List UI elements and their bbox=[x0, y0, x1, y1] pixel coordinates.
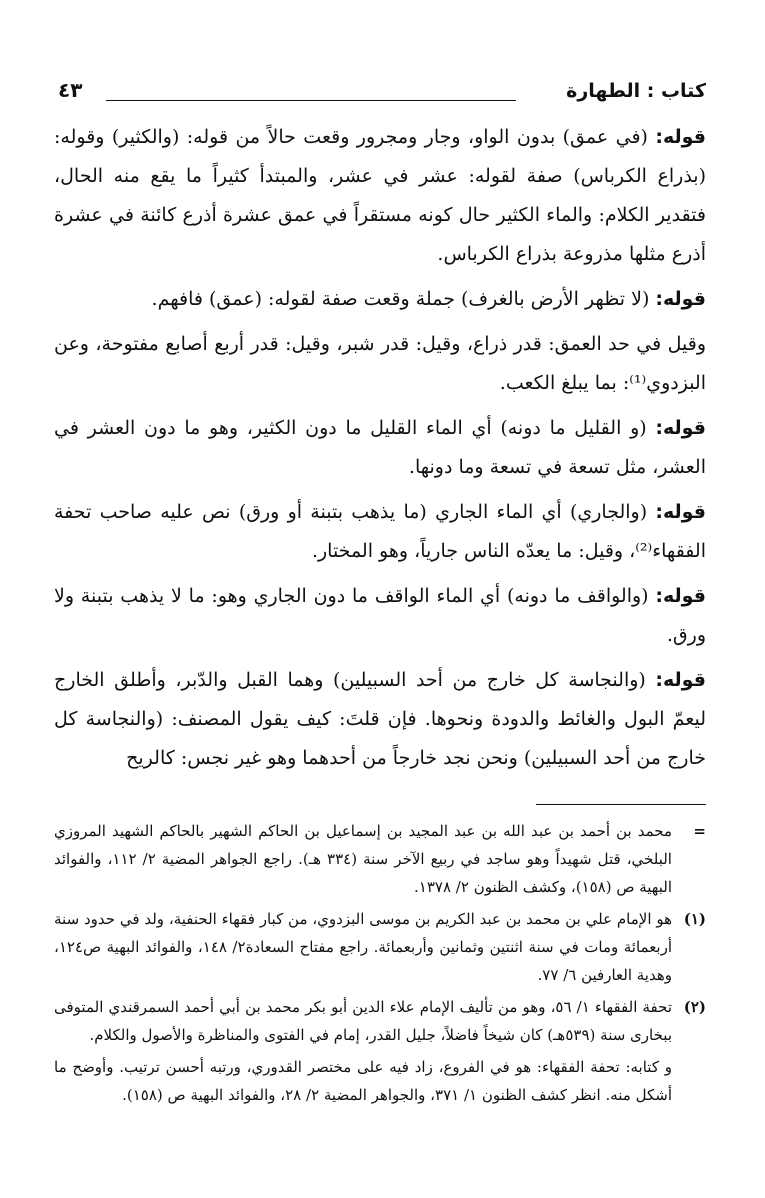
footnote-mark bbox=[672, 1053, 706, 1109]
paragraph bbox=[54, 325, 706, 403]
paragraph-text: (والجاري) أي الماء الجاري (ما يذهب بتبنة أو ورق) نص عليه صاحب تحفة الفقهاء⁽²⁾، وقيل: ما يعدّه الناس جارياً، وهو المختار. bbox=[54, 501, 706, 562]
footnote-mark: (١) bbox=[683, 910, 706, 928]
footnote-text: محمد بن أحمد بن عبد الله بن عبد المجيد بن إسماعيل بن الحاكم الشهير بالحاكم الشهيد المروزي البلخي، قتل شهيداً وهو ساجد في ربيع الآخر سنة (٣٣٤ هـ). راجع الجواهر المضية ٢/ ١١٢، والفوائد البهية ص (١٥٨)، وكشف الظنون ٢/ ١٣٧٨. bbox=[54, 822, 672, 896]
footnote-text: هو الإمام علي بن محمد بن عبد الكريم بن موسى البزدوي، من كبار فقهاء الحنفية، ولد في حدود سنة أربعمائة ومات في سنة اثنتين وثمانين وأربعمائة. راجع مفتاح السعادة٢/ ١٤٨، والفوائد البهية ص١٢٤، وهدية العارفين ٦/ ٧٧. bbox=[54, 910, 673, 984]
paragraph bbox=[54, 577, 706, 655]
paragraph bbox=[54, 118, 706, 274]
footnotes bbox=[54, 817, 706, 1109]
running-header bbox=[54, 74, 706, 108]
paragraph-text: (لا تظهر الأرض بالغرف) جملة وقعت صفة لقوله: (عمق) فافهم. bbox=[151, 288, 656, 310]
paragraph-lead: قوله: bbox=[655, 669, 706, 691]
paragraph bbox=[54, 280, 706, 319]
paragraph-text: (و القليل ما دونه) أي الماء القليل ما دون الكثير، وهو ما دون العشر في العشر، مثل تسعة في تسعة وما دونها. bbox=[54, 417, 706, 478]
paragraph-text: وقيل في حد العمق: قدر ذراع، وقيل: قدر شبر، وقيل: قدر أربع أصابع مفتوحة، وعن البزدوي⁽¹⁾: بما يبلغ الكعب. bbox=[54, 333, 706, 394]
paragraph-lead: قوله: bbox=[655, 288, 706, 310]
paragraph-text: (والنجاسة كل خارج من أحد السبيلين) وهما القبل والدّبر، وأطلق الخارج ليعمّ البول والغائط والدودة ونحوها. فإن قلتَ: كيف يقول المصنف: (والنجاسة كل خارج من أحد السبيلين) ونحن نجد خارجاً من أحدهما وهو غير نجس: كالريح bbox=[54, 669, 706, 769]
footnote-text: و كتابه: تحفة الفقهاء: هو في الفروع، زاد فيه على مختصر القدوري، ورتبه أحسن ترتيب. وأوضح ما أشكل منه. انظر كشف الظنون ١/ ٣٧١، والجواهر المضية ٢/ ٢٨، والفوائد البهية ص (١٥٨). bbox=[54, 1058, 672, 1104]
footnote bbox=[54, 905, 706, 989]
footnote bbox=[54, 817, 706, 901]
footnote bbox=[54, 993, 706, 1049]
page-number: ٤٣ bbox=[58, 78, 83, 102]
paragraph bbox=[54, 409, 706, 487]
main-text bbox=[54, 118, 706, 778]
footnote-separator bbox=[536, 804, 706, 805]
footnote-mark: (٢) bbox=[683, 998, 706, 1016]
paragraph-lead: قوله: bbox=[655, 501, 706, 523]
paragraph-lead: قوله: bbox=[655, 126, 706, 148]
book-page bbox=[54, 74, 706, 1134]
footnote-mark: = bbox=[693, 822, 706, 840]
paragraph-text: (والواقف ما دونه) أي الماء الواقف ما دون الجاري وهو: ما لا يذهب بتبنة ولا ورق. bbox=[54, 585, 706, 646]
paragraph-text: (في عمق) بدون الواو، وجار ومجرور وقعت حالاً من قوله: (والكثير) وقوله: (بذراع الكرباس) صفة لقوله: عشر في عشر، والمبتدأ كثيراً ما يقع منه الحال، فتقدير الكلام: والماء الكثير حال كونه مستقراً في عمق عشرة أذرع كائنة في عشرة أذرع مثلها مذروعة بذراع الكرباس. bbox=[54, 126, 706, 265]
paragraph bbox=[54, 493, 706, 571]
book-title: كتاب : الطهارة bbox=[566, 80, 706, 102]
footnote bbox=[54, 1053, 706, 1109]
paragraph-lead: قوله: bbox=[655, 585, 706, 607]
paragraph-lead: قوله: bbox=[655, 417, 706, 439]
paragraph bbox=[54, 661, 706, 778]
header-rule bbox=[106, 100, 516, 101]
footnote-text: تحفة الفقهاء ١/ ٥٦، وهو من تأليف الإمام علاء الدين أبو بكر محمد بن أبي أحمد السمرقندي المتوفى ببخارى سنة (٥٣٩هـ) كان شيخاً فاضلاً، جليل القدر، إمام في الفتوى والمناظرة والأصول والكلام. bbox=[54, 998, 672, 1044]
